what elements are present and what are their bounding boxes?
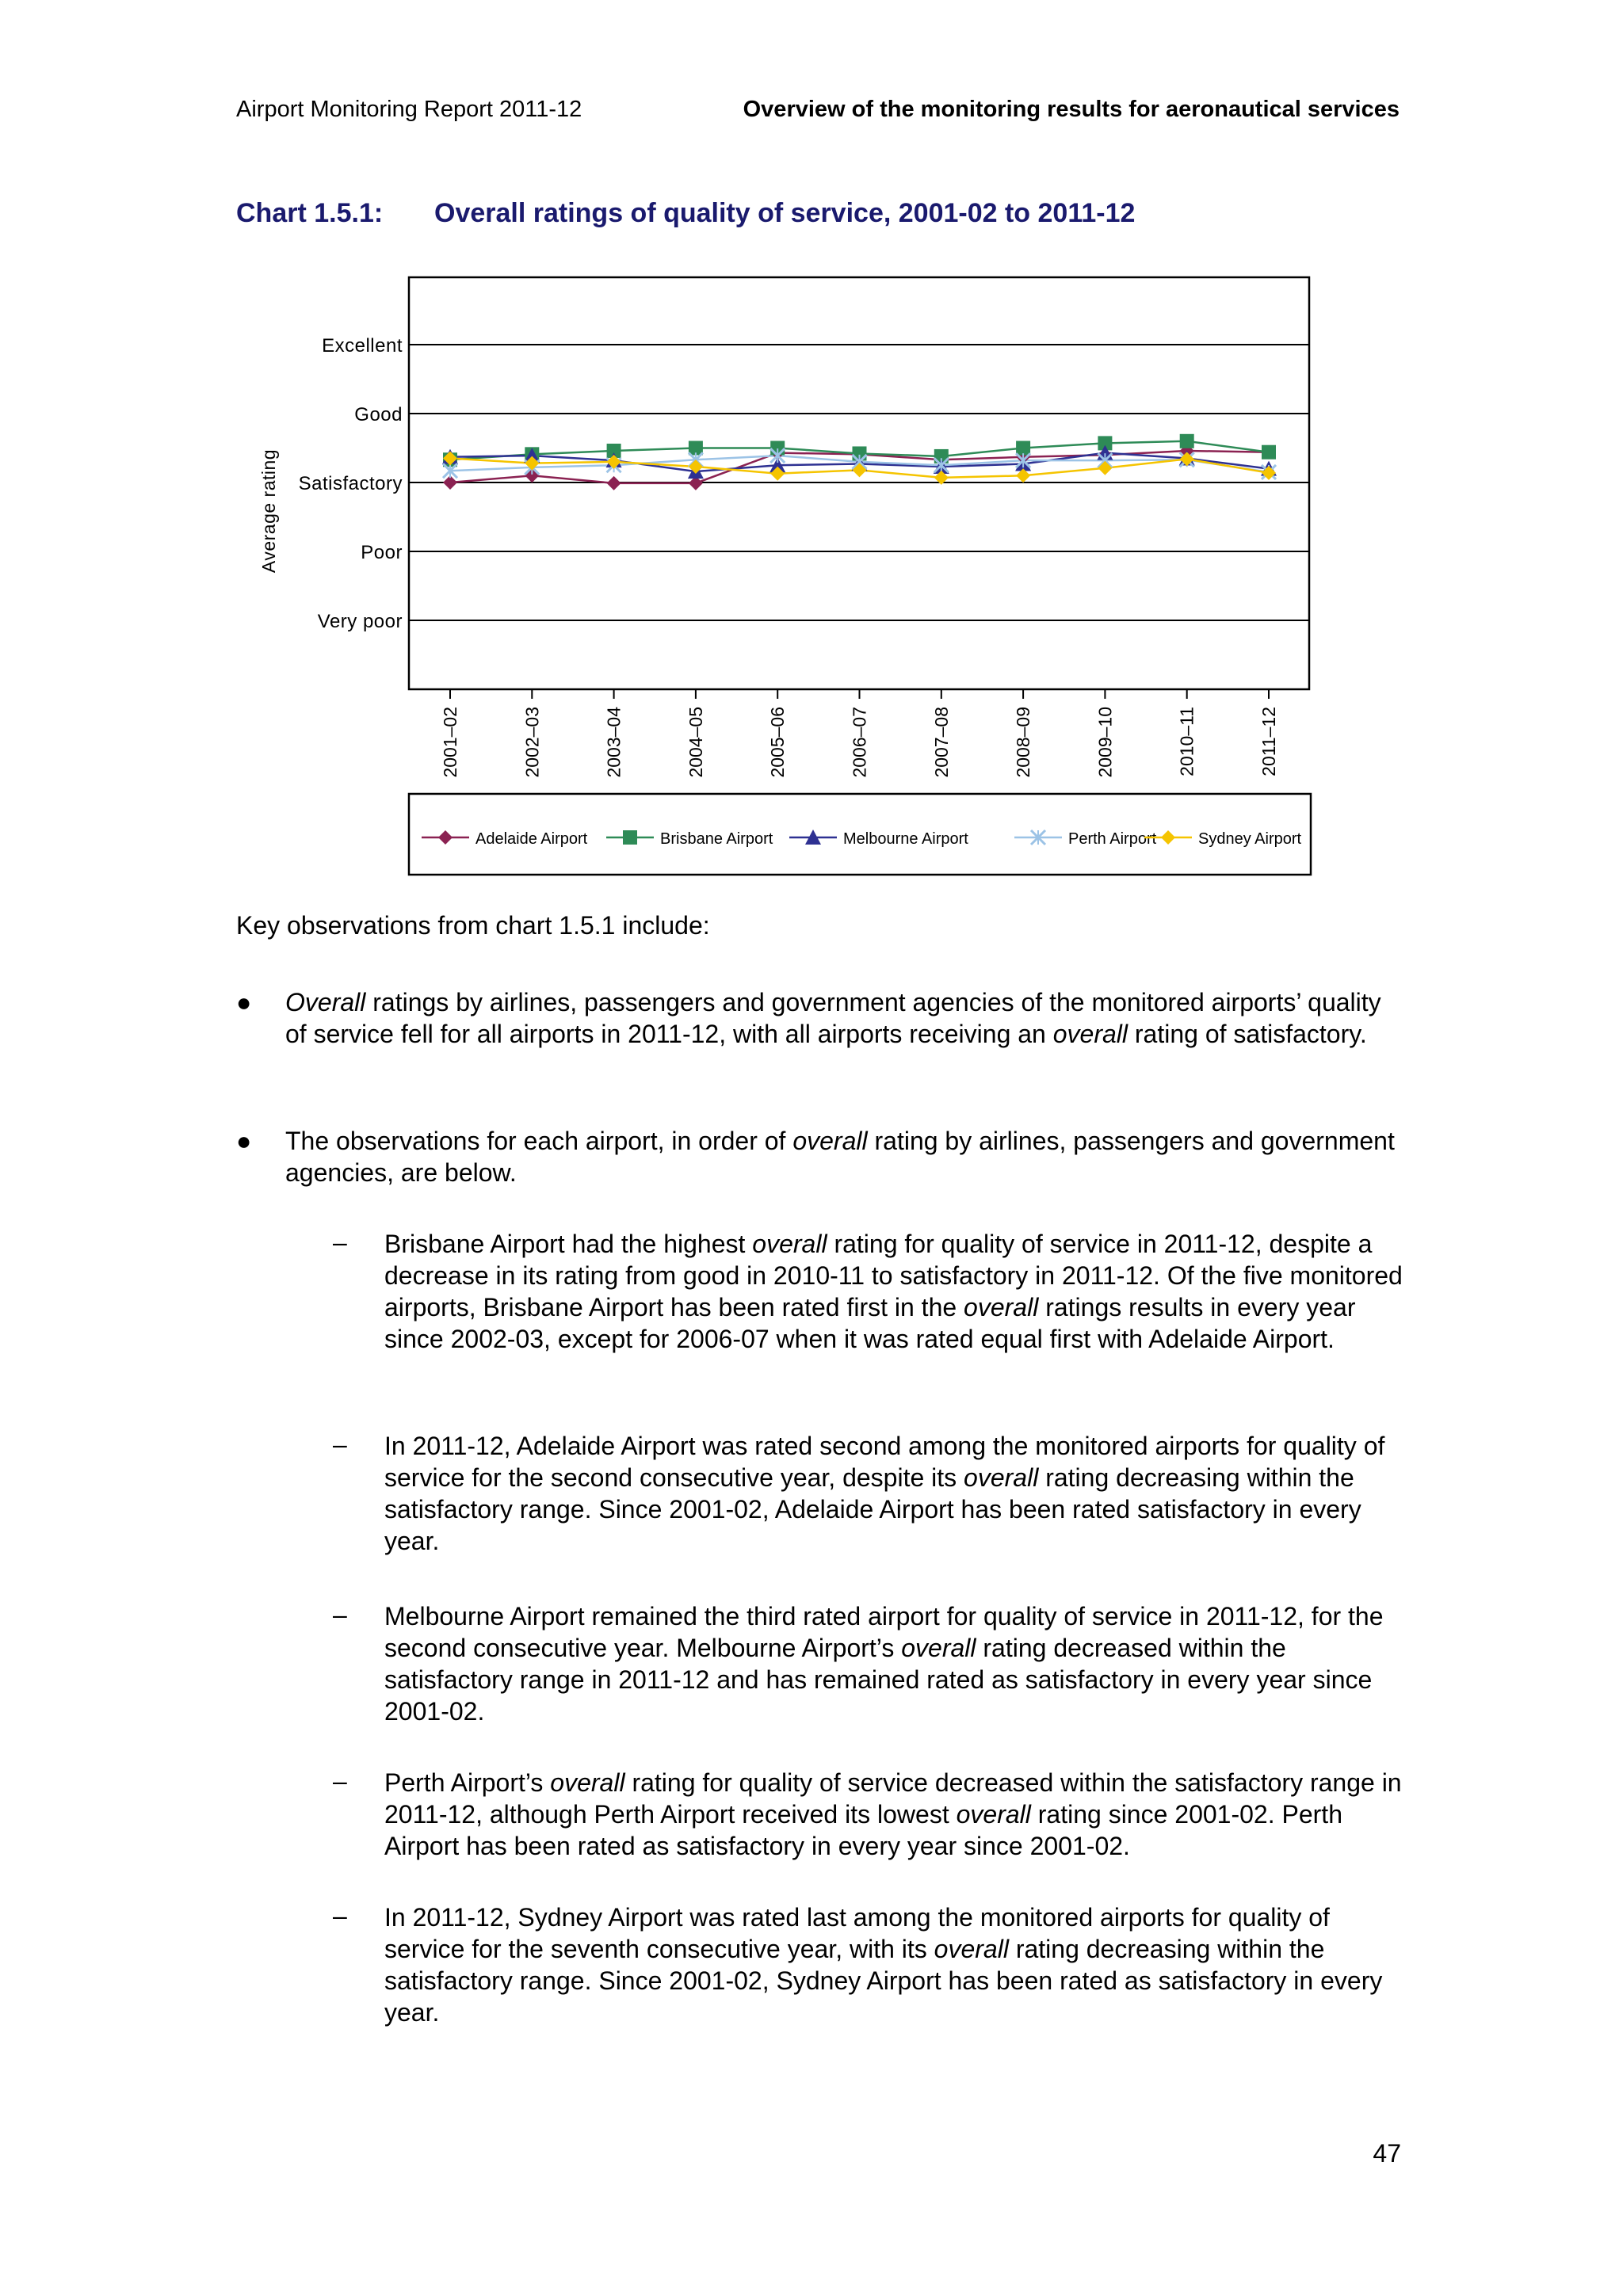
x-tick-label: 2005–06 (767, 707, 789, 778)
dash-symbol: – (333, 1600, 347, 1629)
x-tick-label: 2010–11 (1176, 707, 1197, 776)
y-tick-label: Very poor (317, 611, 403, 632)
sub-item-text: Brisbane Airport had the highest overall rating for quality of service in 2011-12, despite a decrease in its rating from good in 2010-11 to satisfactory in 2011-12. Of the five monitored airports, Brisbane Airport has been rated first in the overall ratings results in every year since 2002-03, except for 2006-07 when it was rated equal first with Adelaide Airport. (384, 1230, 1403, 1353)
dash-symbol: – (333, 1228, 347, 1257)
sub-item-text: Perth Airport’s overall rating for quality of service decreased within the satisfactory range in 2011-12, although Perth Airport received its lowest overall rating since 2001-02. Perth Airport has been rated as satisfactory in every year since 2001-02. (384, 1768, 1402, 1860)
x-tick-label: 2009–10 (1094, 707, 1116, 778)
y-axis-label (258, 449, 279, 573)
sub-item-text: In 2011-12, Sydney Airport was rated last among the monitored airports for quality of service for the seventh consecutive year, with its overall rating decreasing within the satisfactory range. Since 2001-02, Sydney Airport has been rated as satisfactory in every year. (384, 1903, 1383, 2027)
x-tick-label: 2003–04 (603, 707, 624, 778)
y-tick-labels (299, 335, 403, 632)
sub-item-text: Melbourne Airport remained the third rated airport for quality of service in 2011-12, for the second consecutive year. Melbourne Airport’s overall rating decreased within the satisfactory range in 2011-12 and has remained rated as satisfactory in every year since 2001-02. (384, 1602, 1384, 1726)
bullet-symbol: ● (236, 988, 252, 1016)
y-tick-label: Satisfactory (298, 473, 403, 494)
sub-item-brisbane (333, 1228, 1403, 1355)
x-tick-label: 2008–09 (1013, 707, 1034, 778)
bullet-item-2 (236, 1125, 1401, 1188)
bullet-text: Overall ratings by airlines, passengers and government agencies of the monitored airports’ quality of service fell for all airports in 2011-12, with all airports receiving an overall rating of satisfactory. (285, 988, 1381, 1048)
legend-label-adelaide-airport: Adelaide Airport (475, 830, 588, 848)
x-tick-label: 2004–05 (685, 707, 706, 778)
x-ticks (450, 689, 1269, 699)
chart-number: Chart 1.5.1: (236, 198, 384, 228)
x-tick-labels (440, 707, 1279, 778)
bullet-symbol: ● (236, 1127, 252, 1155)
y-tick-label: Good (354, 404, 403, 425)
x-tick-label: 2006–07 (849, 707, 870, 778)
bullet-item-1 (236, 986, 1401, 1050)
sub-item-adelaide (333, 1430, 1403, 1557)
dash-symbol: – (333, 1767, 347, 1795)
legend-label-brisbane-airport: Brisbane Airport (660, 830, 773, 848)
bullet-text: The observations for each airport, in order of overall rating by airlines, passengers and government agencies, are below. (285, 1127, 1395, 1187)
y-tick-label: Excellent (322, 335, 403, 357)
dash-symbol: – (333, 1430, 347, 1459)
running-header-left: Airport Monitoring Report 2011-12 (236, 97, 582, 122)
key-observations-intro: Key observations from chart 1.5.1 include: (236, 911, 710, 940)
y-axis-title: Average rating (258, 448, 279, 574)
x-tick-label: 2002–03 (521, 707, 543, 778)
point-brisbane-airport (1180, 434, 1194, 448)
line-chart (0, 0, 1623, 895)
sub-item-sydney (333, 1901, 1403, 2028)
sub-item-perth (333, 1767, 1403, 1862)
legend-label-sydney-airport: Sydney Airport (1198, 830, 1302, 848)
y-tick-label: Poor (361, 542, 403, 563)
sub-item-melbourne (333, 1600, 1403, 1727)
dash-symbol: – (333, 1901, 347, 1930)
x-tick-label: 2007–08 (930, 707, 952, 778)
sub-item-text: In 2011-12, Adelaide Airport was rated second among the monitored airports for quality of service for the second consecutive year, despite its overall rating decreasing within the satisfactory range. Since 2001-02, Adelaide Airport has been rated satisfactory in every year. (384, 1432, 1385, 1555)
chart-title-text: Overall ratings of quality of service, 2001-02 to 2011-12 (434, 198, 1136, 228)
point-brisbane-airport (1262, 445, 1276, 460)
page-number: 47 (1373, 2139, 1401, 2168)
legend-marker-brisbane-airport (623, 830, 637, 845)
point-brisbane-airport (1016, 441, 1030, 456)
x-tick-label: 2001–02 (440, 707, 460, 778)
legend (409, 794, 1311, 875)
running-header-right: Overview of the monitoring results for aeronautical services (743, 97, 1400, 122)
legend-label-melbourne-airport: Melbourne Airport (843, 830, 968, 848)
x-tick-label: 2011–12 (1258, 707, 1279, 776)
legend-label-perth-airport: Perth Airport (1068, 830, 1157, 848)
